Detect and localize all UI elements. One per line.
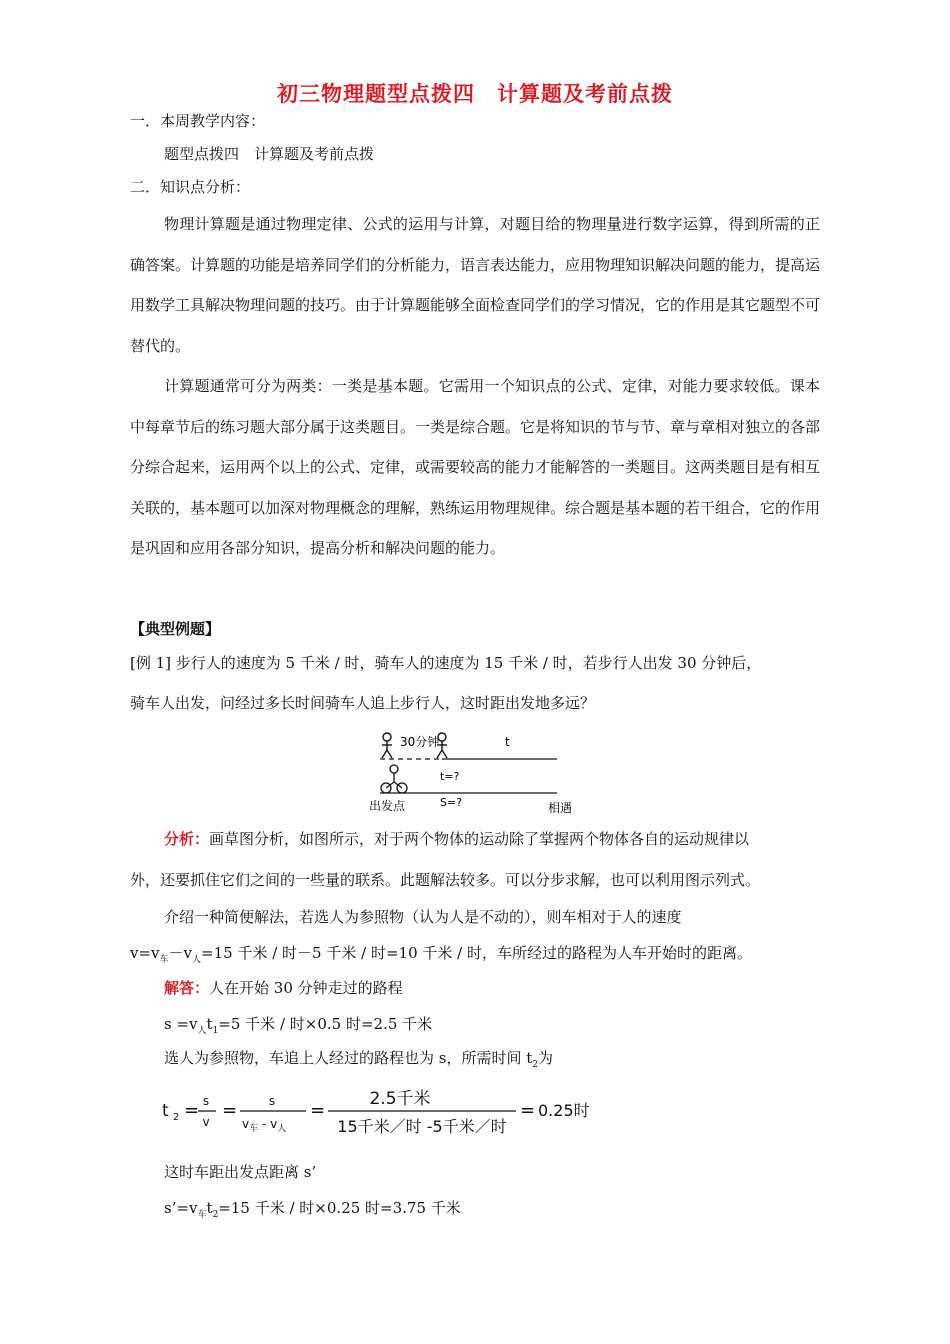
analysis-label: 分析：	[164, 830, 210, 848]
analysis-line2: 外，还要抓住它们之间的一些量的联系。此题解法较多。可以分步求解，也可以利用图示列式。	[130, 871, 761, 889]
section2-heading: 二．知识点分析：	[130, 178, 251, 196]
svg-text:s: s	[268, 1094, 276, 1108]
solution-line2: $s =v_人t_1=5$ 千米 / 时×0.5 时=2.5 千米	[164, 1015, 433, 1036]
svg-text:0.25时: 0.25时	[538, 1101, 590, 1120]
solution-label: 解答：	[164, 979, 210, 997]
svg-text:v: v	[202, 1115, 210, 1129]
cyclist-icon	[381, 765, 407, 793]
analysis-line4: $v=v_车-v_人=15$ 千米 / 时－5 千米 / 时=10 千米 / 时，车所经过的路程为人车开始时的距离。	[130, 944, 752, 965]
paragraph-intro: 物理计算题是通过物理定律、公式的运用与计算，对题目给的物理量进行数字运算，得到所需的正确答案。计算题的功能是培养同学们的分析能力，语言表达能力，应用物理知识解决问题的能力，提高运用数学工具解决物理问题的技巧。由于计算题能够全面检查同学们的学习情况，它的作用是其它题型不可替代的。	[130, 215, 821, 355]
label-t-unknown: t=?	[440, 770, 460, 783]
walker-start-icon	[382, 733, 392, 758]
svg-text:=: =	[222, 1100, 238, 1121]
analysis-line3: 介绍一种简便解法，若选人为参照物（认为人是不动的），则车相对于人的速度	[164, 908, 682, 926]
svg-text:15千米／时 -5千米／时: 15千米／时 -5千米／时	[337, 1117, 507, 1136]
svg-text:2.5千米: 2.5千米	[369, 1089, 431, 1109]
label-start-point: 出发点	[369, 799, 406, 813]
motion-diagram	[360, 728, 600, 818]
paragraph-types: 计算题通常可分为两类：一类是基本题。它需用一个知识点的公式、定律，对能力要求较低。课本中每章节后的练习题大部分属于这类题目。一类是综合题。它是将知识的节与节、章与章相对独立的各部分综合起来，运用两个以上的公式、定律，或需要较高的能力才能解答的一类题目。这两类题目是有相互关联的，基本题可以加深对物理概念的理解，熟练运用物理规律。综合题是基本题的若干组合，它的作用是巩固和应用各部分知识，提高分析和解决问题的能力。	[130, 377, 821, 557]
label-30min: 30分钟	[400, 735, 440, 749]
formula-t2	[160, 1080, 600, 1140]
svg-text:s: s	[202, 1094, 210, 1108]
label-t: t	[505, 735, 510, 749]
solution-line5: $s’=v_车t_2=15$ 千米 / 时×0.25 时=3.75 千米	[164, 1199, 461, 1220]
svg-text:2: 2	[173, 1112, 180, 1123]
examples-heading: 【典型例题】	[130, 620, 221, 638]
section1-heading: 一．本周教学内容：	[130, 112, 266, 130]
example1-line2: 骑车人出发，问经过多长时间骑车人追上步行人，这时距出发地多远？	[130, 694, 596, 712]
svg-text:=: =	[520, 1100, 536, 1121]
svg-text:v车 - v人: $v_车 - v_人$	[242, 1117, 287, 1134]
page-title: 初三物理题型点拨四 计算题及考前点拨	[277, 82, 673, 106]
analysis-line1: 分析：画草图分析，如图所示，对于两个物体的运动除了掌握两个物体各自的运动规律以	[164, 830, 750, 848]
svg-text:=: =	[310, 1100, 326, 1121]
label-meet-point: 相遇	[548, 801, 573, 815]
solution-line1: 解答：人在开始 30 分钟走过的路程	[164, 979, 403, 997]
solution-line3: 选人为参照物，车追上人经过的路程也为 s，所需时间 $t_2$为	[164, 1049, 554, 1070]
example1-line1: [例 1] 步行人的速度为 5 千米 / 时，骑车人的速度为 15 千米 / 时，若步行人出发 30 分钟后，	[130, 654, 762, 672]
label-s-unknown: S=?	[440, 796, 463, 809]
solution-line4: 这时车距出发点距离 s’	[164, 1163, 317, 1181]
svg-text:=: =	[184, 1100, 200, 1121]
section1-content: 题型点拨四 计算题及考前点拨	[164, 145, 375, 163]
svg-text:t: t	[162, 1101, 169, 1121]
